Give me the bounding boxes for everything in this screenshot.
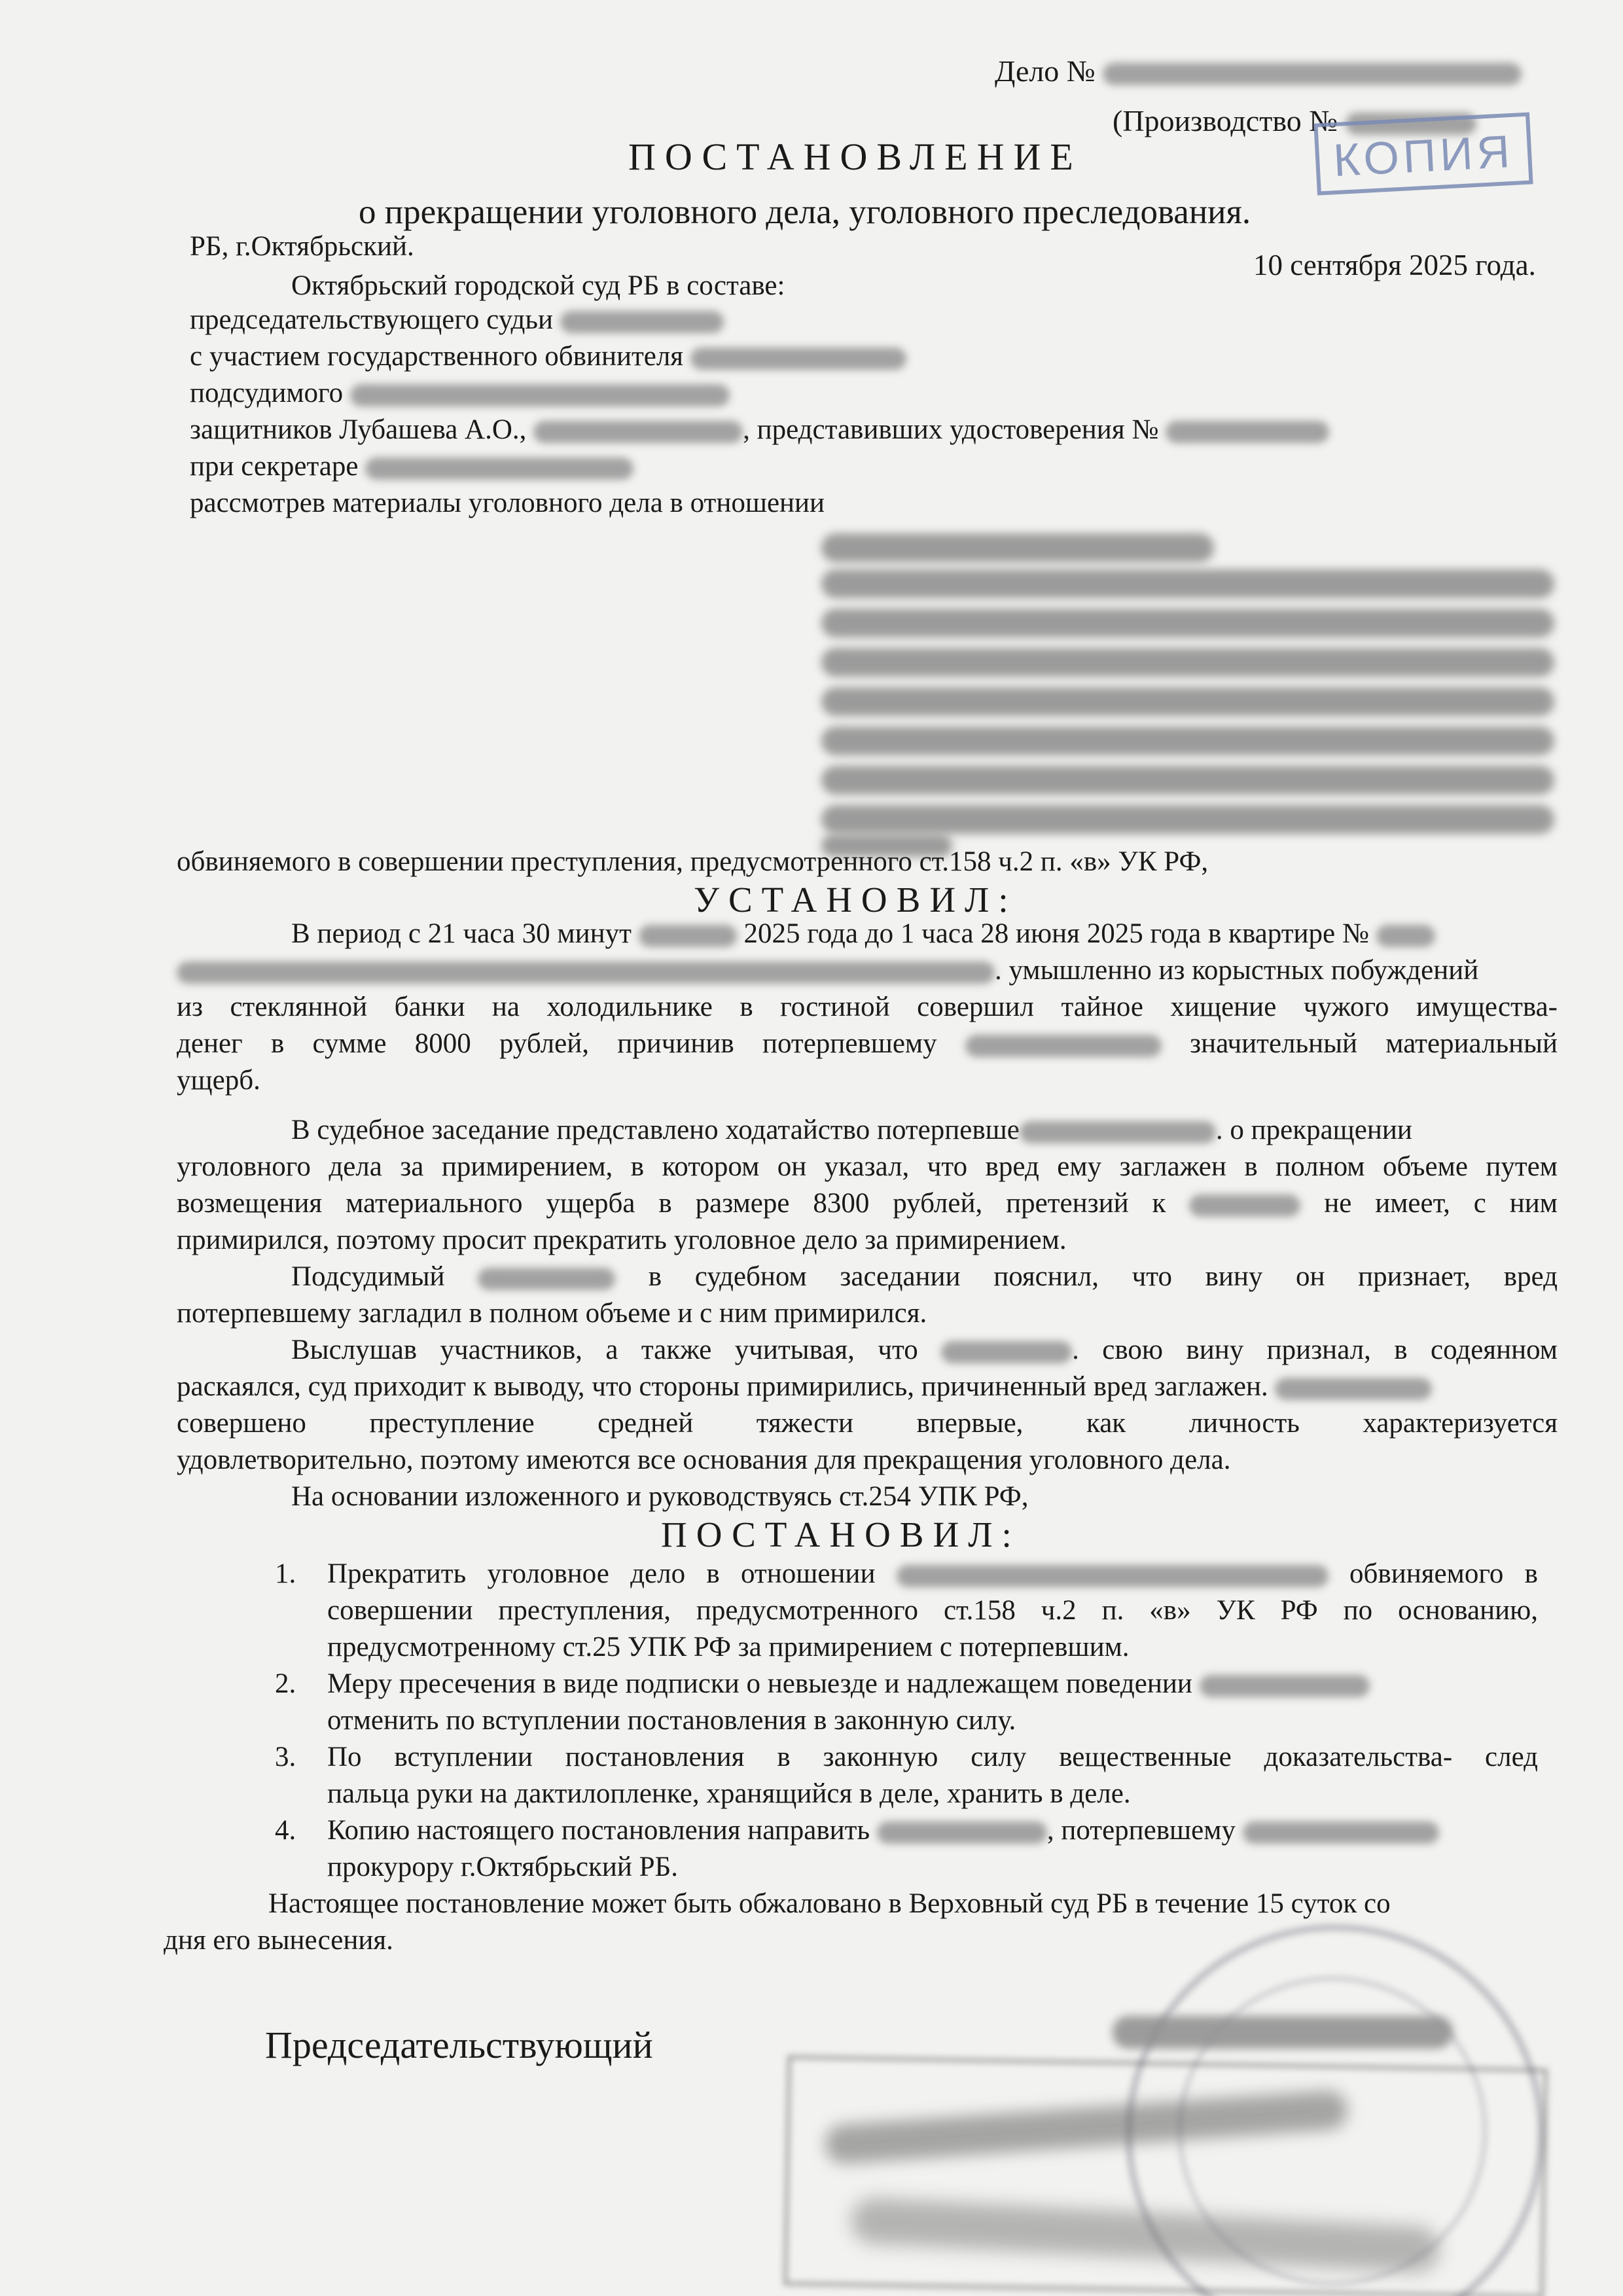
resolved-item-3-line-1: По вступлении постановления в законную силу вещественные доказательства- след xyxy=(327,1742,1538,1772)
case-number-label: Дело № xyxy=(995,54,1096,88)
redacted-defendant-name-2 xyxy=(1189,1194,1300,1217)
established-p3-line-2: потерпевшему загладил в полном объеме и с ним примирился. xyxy=(177,1298,927,1329)
production-number-label: (Производство № xyxy=(1113,104,1338,137)
established-p1-text-c: . умышленно из корыстных побуждений xyxy=(995,955,1479,986)
resolved-item-4-line-1 xyxy=(327,1813,1439,1848)
redacted-victim-name xyxy=(965,1035,1162,1057)
redacted-victim-name-2 xyxy=(1020,1121,1216,1143)
considered-line: рассмотрев материалы уголовного дела в отношении xyxy=(190,488,825,518)
established-p2-line-2: уголовного дела за примирением, в котором он указал, что вред ему заглажен в полном объеме путем xyxy=(177,1151,1558,1182)
established-p1-line-4 xyxy=(177,1026,1558,1062)
document-subtitle: о прекращении уголовного дела, уголовного преследования. xyxy=(359,193,1251,231)
established-p1-text-a: В период с 21 часа 30 минут xyxy=(291,918,632,949)
date: 10 сентября 2025 года. xyxy=(1253,249,1536,281)
case-number-line xyxy=(995,54,1522,89)
established-p2-line-4: примирился, поэтому просит прекратить уголовное дело за примирением. xyxy=(177,1225,1067,1255)
established-p1-line-3: из стеклянной банки на холодильнике в гостиной совершил тайное хищение чужого имущества- xyxy=(177,992,1558,1022)
resolved-item-2-line-1 xyxy=(327,1666,1370,1702)
established-p1-line-5: ущерб. xyxy=(177,1065,260,1096)
redacted-case-number xyxy=(1103,63,1522,85)
established-p4-line-2 xyxy=(177,1369,1432,1405)
established-p5: На основании изложенного и руководствуясь ст.254 УПК РФ, xyxy=(291,1481,1029,1512)
established-p4-line-3: совершено преступление средней тяжести впервые, как личность характеризуется xyxy=(177,1408,1558,1439)
redacted-prosecutor-name xyxy=(690,348,906,370)
redacted-defendant-name-3 xyxy=(478,1268,615,1290)
redacted-certificate-numbers xyxy=(1166,421,1329,443)
redacted-defendant-name-5 xyxy=(1275,1378,1432,1400)
established-p2-line-3 xyxy=(177,1186,1558,1221)
defendant-line xyxy=(190,376,730,411)
presiding-judge-label: Председательствующий xyxy=(265,2024,653,2066)
redacted-defendant-name xyxy=(350,384,730,406)
resolved-item-1-line-1 xyxy=(327,1556,1538,1592)
resolved-item-4-text-a: Копию настоящего постановления направить xyxy=(327,1815,870,1846)
established-p2-text-d: не имеет, с ним xyxy=(1324,1188,1558,1219)
resolved-item-1-line-2: совершении преступления, предусмотренного ст.158 ч.2 п. «в» УК РФ по основанию, xyxy=(327,1595,1538,1626)
document-title: ПОСТАНОВЛЕНИЕ xyxy=(628,135,1082,178)
established-p4-line-4: удовлетворительно, поэтому имеются все основания для прекращения уголовного дела. xyxy=(177,1444,1231,1475)
established-p4-text-c: раскаялся, суд приходит к выводу, что стороны примирились, причиненный вред заглажен. xyxy=(177,1371,1268,1402)
established-p1-text-e: значительный материальный xyxy=(1190,1028,1558,1059)
established-p1-text-b: 2025 года до 1 часа 28 июня 2025 года в квартире № xyxy=(743,918,1369,949)
redacted-defender-name xyxy=(533,421,743,443)
redacted-address-and-name xyxy=(177,961,995,984)
resolved-item-1-text-a: Прекратить уголовное дело в отношении xyxy=(327,1558,876,1589)
redacted-personal-data-line-1 xyxy=(821,533,1214,562)
redacted-personal-data-line-8 xyxy=(821,805,1554,834)
defendant-label: подсудимого xyxy=(190,378,344,408)
accused-of-line: обвиняемого в совершении преступления, предусмотренного ст.158 ч.2 п. «в» УК РФ, xyxy=(177,846,1209,877)
redacted-personal-data-line-6 xyxy=(821,726,1554,755)
established-p2-line-1 xyxy=(291,1113,1412,1148)
prosecutor-label: с участием государственного обвинителя xyxy=(190,341,684,372)
secretary-line xyxy=(190,449,633,484)
redacted-defendant-name-7 xyxy=(877,1821,1047,1844)
resolved-item-2-number: 2. xyxy=(275,1668,296,1699)
place: РБ, г.Октябрьский. xyxy=(190,231,414,262)
established-p3-line-1 xyxy=(291,1259,1558,1295)
resolved-item-2-text-a: Меру пресечения в виде подписки о невыезде и надлежащем поведении xyxy=(327,1668,1192,1699)
redacted-date xyxy=(639,925,737,947)
judge-label: председательствующего судьи xyxy=(190,304,553,335)
copy-stamp: КОПИЯ xyxy=(1313,112,1533,195)
resolved-item-1-line-3: предусмотренному ст.25 УПК РФ за примирением с потерпевшим. xyxy=(327,1632,1130,1662)
redacted-judge-name xyxy=(560,311,724,333)
redacted-personal-data-line-7 xyxy=(821,766,1554,795)
established-p1-text-d: денег в сумме 8000 рублей, причинив потерпевшему xyxy=(177,1028,937,1059)
section-heading-resolved: ПОСТАНОВИЛ: xyxy=(661,1515,1021,1554)
established-p4-text-a: Выслушав участников, а также учитывая, что xyxy=(291,1335,918,1365)
appeal-line-2: дня его вынесения. xyxy=(164,1925,393,1956)
court-composition: Октябрьский городской суд РБ в составе: xyxy=(291,270,785,301)
established-p1-line-2 xyxy=(177,953,1478,988)
redacted-personal-data-line-2 xyxy=(821,569,1554,598)
redacted-personal-data-line-3 xyxy=(821,609,1554,637)
redacted-apartment-number xyxy=(1376,925,1435,947)
defenders-line xyxy=(190,412,1329,448)
prosecutor-line xyxy=(190,339,906,374)
judge-line xyxy=(190,302,724,338)
established-p2-text-c: возмещения материального ущерба в размере 8300 рублей, претензий к xyxy=(177,1188,1166,1219)
appeal-line-1: Настоящее постановление может быть обжаловано в Верховный суд РБ в течение 15 суток со xyxy=(268,1888,1391,1919)
resolved-item-1-number: 1. xyxy=(275,1558,296,1589)
resolved-item-2-line-2: отменить по вступлении постановления в законную силу. xyxy=(327,1705,1016,1736)
defenders-label: защитников Лубашева А.О., xyxy=(190,414,527,445)
resolved-item-4-number: 4. xyxy=(275,1815,296,1846)
established-p2-text-a: В судебное заседание представлено ходатайство потерпевше xyxy=(291,1115,1020,1145)
resolved-item-3-number: 3. xyxy=(275,1742,296,1772)
redacted-defendant-name-6 xyxy=(1200,1675,1370,1697)
redacted-defendant-full-name xyxy=(897,1565,1329,1587)
section-heading-established: УСТАНОВИЛ: xyxy=(694,880,1018,920)
redacted-defendant-name-4 xyxy=(941,1341,1072,1363)
resolved-item-4-text-b: , потерпевшему xyxy=(1046,1815,1236,1846)
established-p4-text-b: . свою вину признал, в содеянном xyxy=(1072,1335,1558,1365)
redacted-secretary-name xyxy=(365,457,633,480)
established-p2-text-b: . о прекращении xyxy=(1215,1115,1412,1145)
established-p1-line-1 xyxy=(291,916,1435,952)
resolved-item-1-text-b: обвиняемого в xyxy=(1349,1558,1538,1589)
resolved-item-4-line-2: прокурору г.Октябрьский РБ. xyxy=(327,1852,678,1882)
redacted-judge-signature-name xyxy=(1113,2016,1453,2049)
redacted-victim-name-3 xyxy=(1243,1821,1439,1844)
secretary-label: при секретаре xyxy=(190,451,359,482)
defenders-certificates-label: , представивших удостоверения № xyxy=(743,414,1159,445)
redacted-personal-data-line-5 xyxy=(821,687,1554,716)
redacted-personal-data-line-4 xyxy=(821,648,1554,677)
established-p3-text-a: Подсудимый xyxy=(291,1261,445,1292)
established-p3-text-b: в судебном заседании пояснил, что вину он признает, вред xyxy=(648,1261,1558,1292)
established-p4-line-1 xyxy=(291,1333,1558,1368)
resolved-item-3-line-2: пальца руки на дактилопленке, хранящийся в деле, хранить в деле. xyxy=(327,1778,1131,1809)
